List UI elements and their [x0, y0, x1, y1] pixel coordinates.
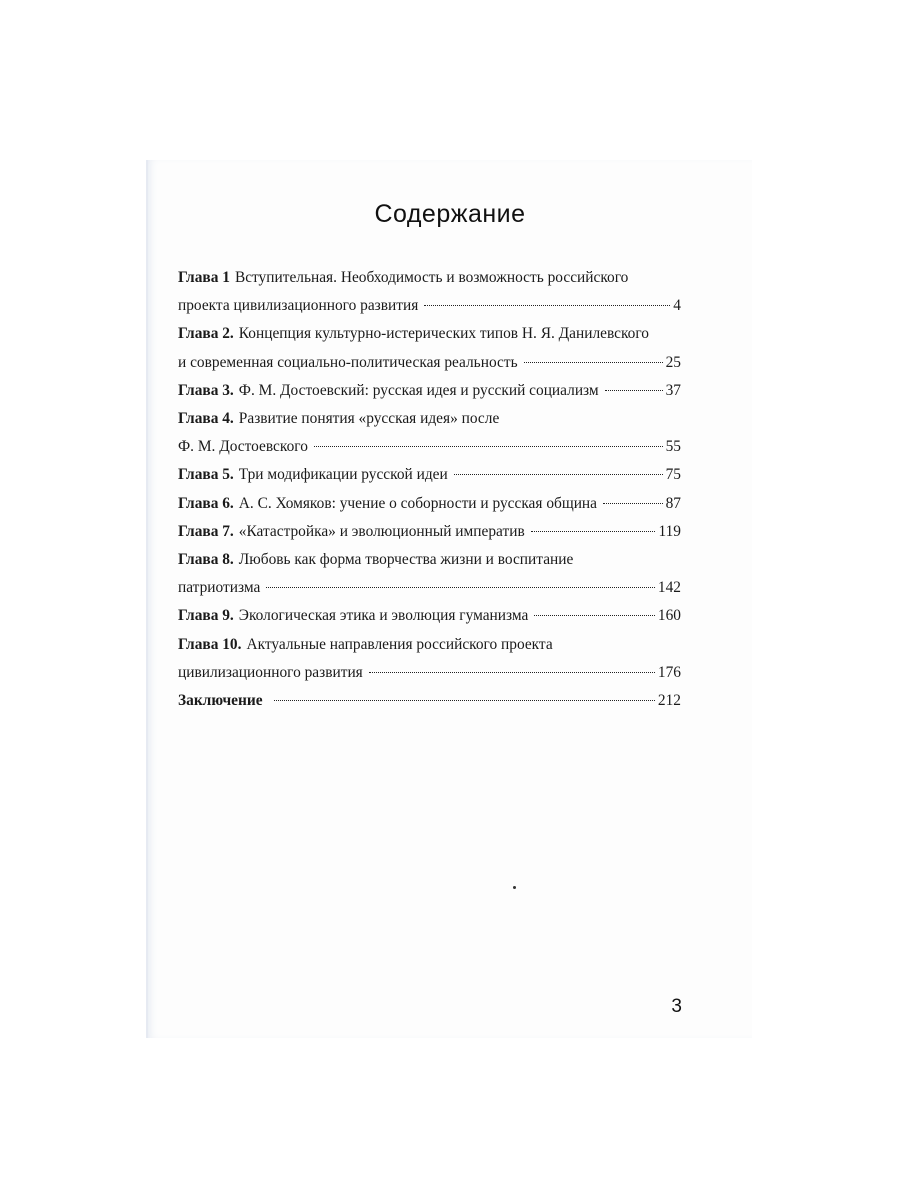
toc-entry — [178, 377, 681, 405]
chapter-title: Актуальные направления российского проекта — [246, 635, 553, 653]
toc-entry — [178, 518, 681, 546]
toc-line — [178, 546, 681, 574]
toc-line — [178, 377, 681, 405]
dot-leader — [454, 474, 663, 475]
page-reference: 160 — [657, 607, 681, 625]
dot-leader — [603, 503, 663, 504]
toc-line — [178, 405, 681, 433]
page-reference: 37 — [665, 381, 681, 399]
toc-line — [178, 461, 681, 489]
toc-line — [178, 687, 681, 715]
toc-line — [178, 292, 681, 320]
dot-leader — [524, 362, 663, 363]
print-speck — [513, 886, 516, 889]
toc-entry — [178, 631, 681, 687]
page-reference: 75 — [665, 466, 681, 484]
page-reference: 87 — [665, 494, 681, 512]
chapter-title: патриотизма — [178, 579, 261, 597]
chapter-title: Концепция культурно-истерических типов Н. Я. Данилевского — [238, 325, 650, 343]
chapter-label: Глава 3. — [178, 381, 234, 399]
chapter-label: Заключение — [178, 692, 263, 710]
toc-line — [178, 490, 681, 518]
toc-entry — [178, 461, 681, 489]
chapter-label: Глава 4. — [178, 410, 234, 428]
toc-line — [178, 264, 681, 292]
toc-line — [178, 659, 681, 687]
toc-line — [178, 631, 681, 659]
book-page — [146, 160, 752, 1038]
dot-leader — [369, 672, 655, 673]
page-reference: 176 — [657, 663, 681, 681]
chapter-title: Развитие понятия «русская идея» после — [238, 410, 500, 428]
chapter-label: Глава 9. — [178, 607, 234, 625]
toc-line — [178, 349, 681, 377]
chapter-label: Глава 8. — [178, 551, 234, 569]
chapter-title: Ф. М. Достоевского — [178, 438, 308, 456]
page-reference: 4 — [673, 297, 681, 315]
toc-entry — [178, 546, 681, 602]
dot-leader — [531, 531, 656, 532]
toc-entry — [178, 490, 681, 518]
chapter-title: Вступительная. Необходимость и возможность российского — [234, 269, 629, 286]
page-reference: 142 — [657, 579, 681, 597]
chapter-title: Ф. М. Достоевский: русская идея и русский социализм — [238, 381, 599, 399]
toc-line — [178, 320, 681, 348]
toc-entry — [178, 264, 681, 320]
page-reference: 212 — [657, 692, 681, 710]
toc-line — [178, 433, 681, 461]
dot-leader — [274, 700, 655, 701]
chapter-title: А. С. Хомяков: учение о соборности и русская община — [238, 494, 597, 512]
toc-entry — [178, 687, 681, 715]
dot-leader — [534, 615, 655, 616]
toc-entry — [178, 320, 681, 376]
chapter-title: Любовь как форма творчества жизни и воспитание — [238, 551, 574, 569]
toc-line — [178, 518, 681, 546]
table-of-contents — [178, 264, 681, 715]
toc-line — [178, 574, 681, 602]
dot-leader — [266, 587, 655, 588]
chapter-label: Глава 10. — [178, 635, 242, 653]
chapter-label: Глава 1 — [178, 269, 230, 286]
dot-leader — [314, 446, 663, 447]
toc-line — [178, 602, 681, 630]
toc-entry — [178, 602, 681, 630]
chapter-label: Глава 7. — [178, 522, 234, 540]
chapter-title: и современная социально-политическая реальность — [178, 353, 518, 371]
page-title: Содержание — [374, 200, 526, 228]
chapter-title: проекта цивилизационного развития — [178, 297, 419, 315]
chapter-label: Глава 2. — [178, 325, 234, 343]
page-number: 3 — [671, 996, 682, 1017]
page-reference: 119 — [658, 522, 681, 540]
page-reference: 55 — [665, 438, 681, 456]
page-reference: 25 — [665, 353, 681, 371]
chapter-title: «Катастройка» и эволюционный императив — [238, 522, 525, 540]
dot-leader — [605, 390, 663, 391]
chapter-title: цивилизационного развития — [178, 663, 363, 681]
chapter-title: Три модификации русской идеи — [238, 466, 448, 484]
dot-leader — [424, 305, 670, 306]
chapter-title: Экологическая этика и эволюция гуманизма — [238, 607, 529, 625]
chapter-label: Глава 6. — [178, 494, 234, 512]
toc-entry — [178, 405, 681, 461]
chapter-label: Глава 5. — [178, 466, 234, 484]
